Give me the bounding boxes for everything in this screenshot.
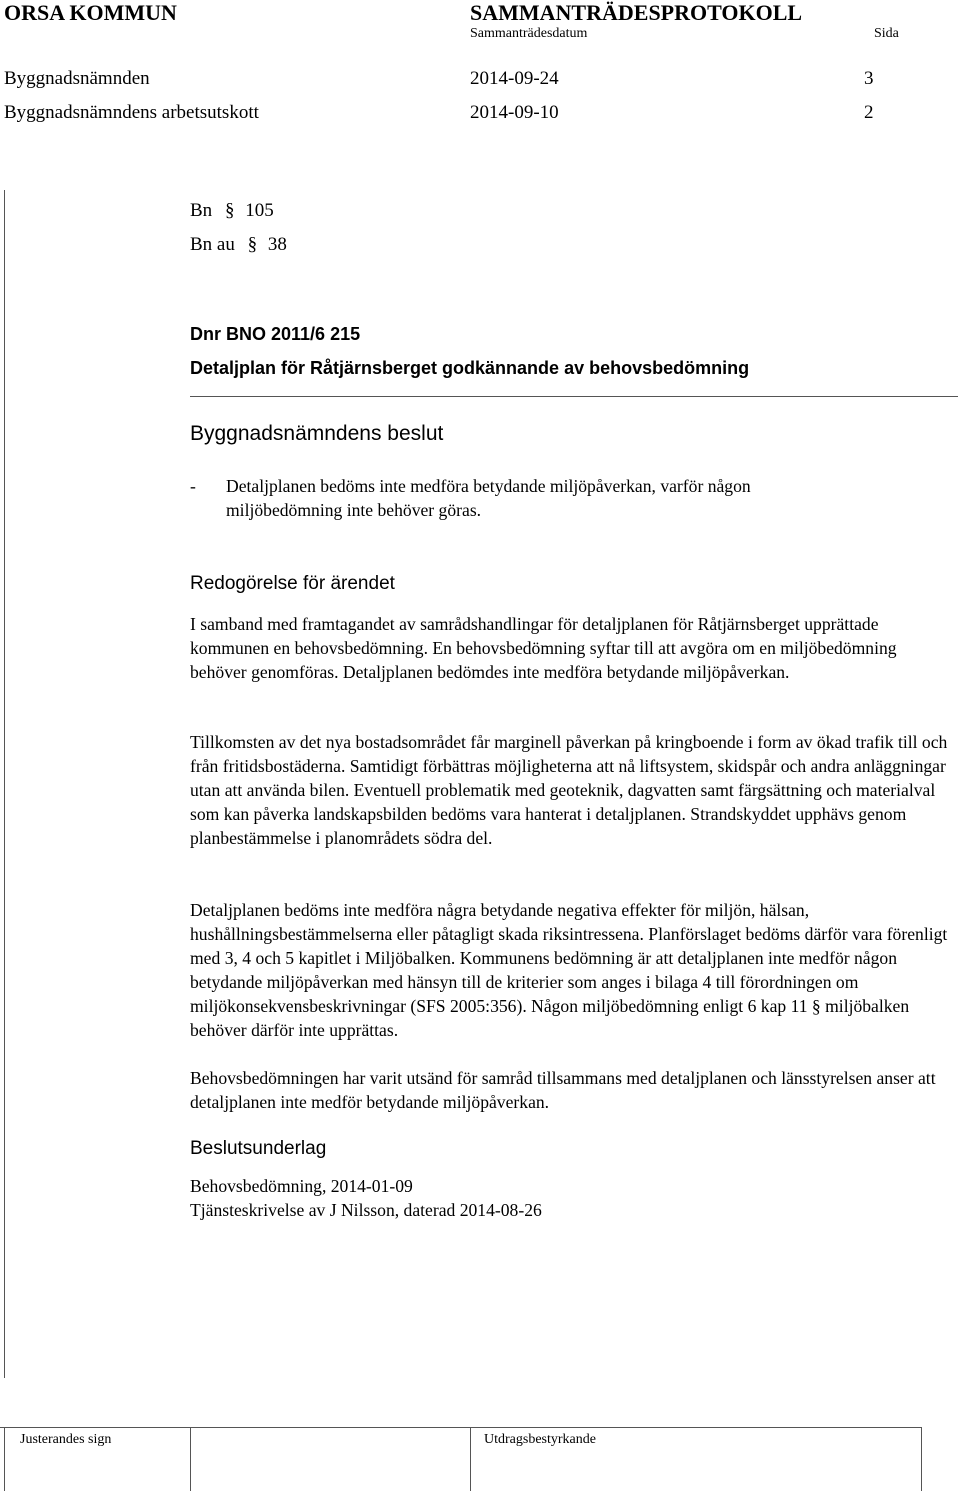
paragraph-prefix: Bn: [190, 200, 213, 221]
report-heading: Redogörelse för ärendet: [190, 573, 395, 594]
signature-label: Justerandes sign: [20, 1432, 112, 1447]
document-type: SAMMANTRÄDESPROTOKOLL: [470, 0, 803, 25]
report-paragraph: Tillkomsten av det nya bostadsområdet får marginell påverkan på kringboende i form av ökad trafik till och från fritidsbostäderna. Samtidigt förbättras möjligheterna att nå liftsystem, skidspår och andra anläggningar utan att använda bilen. Eventuell problematik med geoteknik, dagvatten samt färgsättning och materialval som kan påverka landskapsbilden bedöms vara hanterat i detaljplanen. Strandskyddet upphävs genom planbestämmelse i planområdets södra del.: [190, 732, 948, 848]
meeting-page: 3: [864, 68, 874, 89]
decision-text: Detaljplanen bedöms inte medföra betydande miljöpåverkan, varför någon miljöbedömning inte behöver göras.: [226, 476, 751, 520]
decision-item: [190, 474, 950, 522]
page-column-label: Sida: [874, 26, 899, 41]
basis-item: Tjänsteskrivelse av J Nilsson, daterad 2014-08-26: [190, 1200, 542, 1220]
footer-divider: [4, 1427, 5, 1491]
footer-rule: [0, 1427, 922, 1428]
bullet-dash: -: [190, 476, 196, 496]
meeting-date: 2014-09-24: [470, 68, 559, 89]
case-title: Detaljplan för Råtjärnsberget godkännande av behovsbedömning: [190, 358, 750, 378]
basis-item: Behovsbedömning, 2014-01-09: [190, 1176, 413, 1196]
footer-divider: [921, 1427, 922, 1491]
paragraph-number: 105: [245, 200, 274, 221]
paragraph-ref: [190, 200, 274, 222]
meeting-body: Byggnadsnämnden: [4, 68, 150, 89]
basis-heading: Beslutsunderlag: [190, 1138, 327, 1159]
case-number: Dnr BNO 2011/6 215: [190, 324, 361, 344]
meeting-date: 2014-09-10: [470, 102, 559, 123]
section-sign: §: [247, 234, 258, 255]
margin-line: [4, 190, 5, 1378]
meeting-page: 2: [864, 102, 874, 123]
footer-divider: [470, 1427, 471, 1491]
title-divider: [190, 396, 958, 397]
report-paragraph: Behovsbedömningen har varit utsänd för samråd tillsammans med detaljplanen och länsstyrelsen anser att detaljplanen inte medför betydande miljöpåverkan.: [190, 1068, 936, 1112]
extract-certification-label: Utdragsbestyrkande: [484, 1432, 596, 1447]
paragraph-number: 38: [267, 234, 287, 255]
paragraph-ref: [190, 234, 287, 256]
decision-heading: Byggnadsnämndens beslut: [190, 422, 444, 445]
report-paragraph: Detaljplanen bedöms inte medföra några betydande negativa effekter för miljön, hälsan, hushållningsbestämmelserna eller påtagligt skada riksintressena. Planförslaget bedöms därför vara förenligt med 3, 4 och 5 kapitlet i Miljöbalken. Kommunens bedömning är att detaljplanen inte medför någon betydande miljöpåverkan med hänsyn till de kriterier som anges i bilaga 4 till förordningen om miljökonsekvensbeskrivningar (SFS 2005:356). Någon miljöbedömning enligt 6 kap 11 § miljöbalken behöver därför inte upprättas.: [190, 900, 948, 1040]
footer-divider: [190, 1427, 191, 1491]
org-name: ORSA KOMMUN: [4, 0, 177, 25]
date-column-label: Sammanträdesdatum: [470, 26, 588, 41]
paragraph-prefix: Bn au: [190, 234, 235, 255]
section-sign: §: [224, 200, 235, 221]
report-paragraph: I samband med framtagandet av samrådshandlingar för detaljplanen för Råtjärnsberget upprättade kommunen en behovsbedömning. En behovsbedömning syftar till att avgöra om en miljöbedömning behöver genomföras. Detaljplanen bedömdes inte medföra betydande miljöpåverkan.: [190, 614, 897, 682]
meeting-body: Byggnadsnämndens arbetsutskott: [4, 102, 259, 123]
